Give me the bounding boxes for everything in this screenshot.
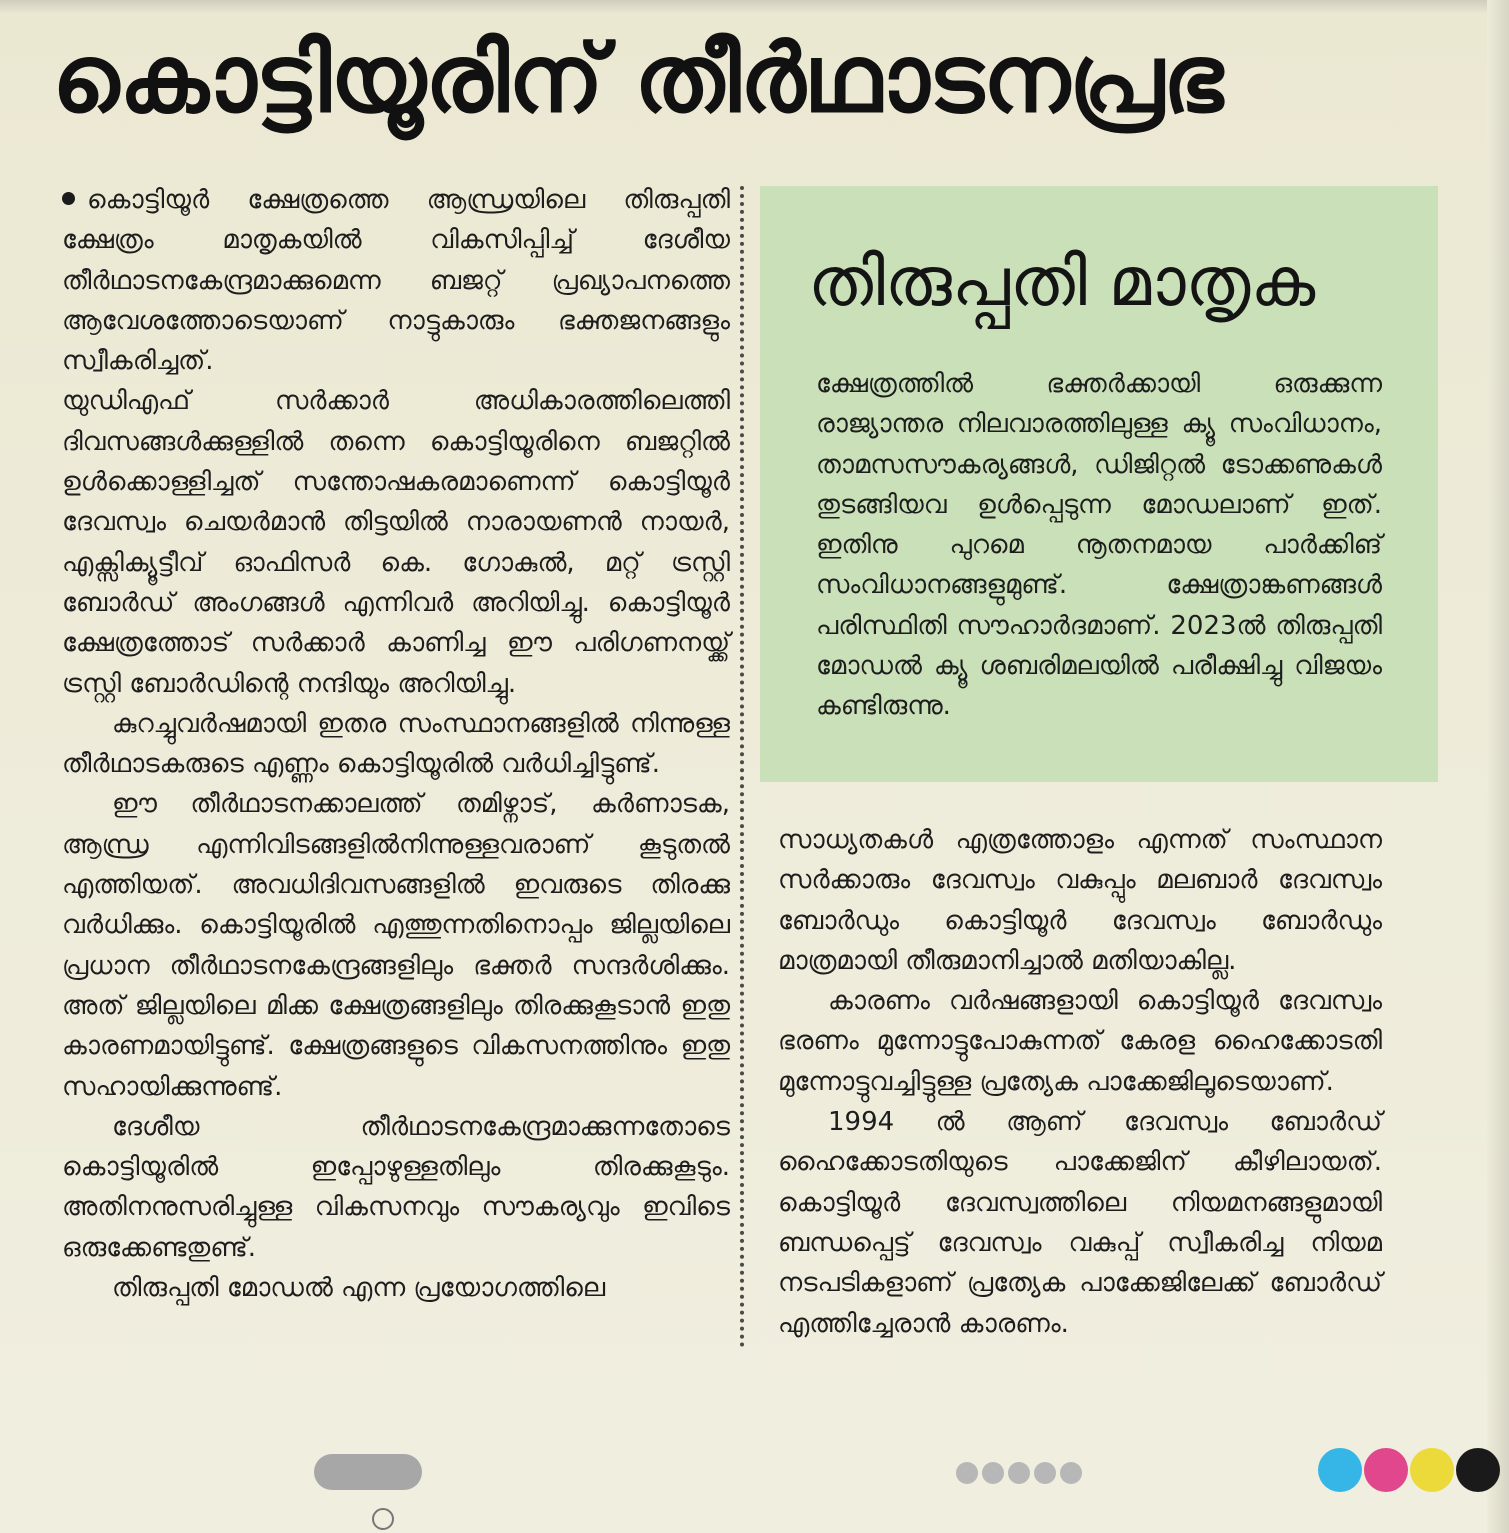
yellow-dot <box>1410 1448 1454 1492</box>
sidebar-box <box>760 186 1438 782</box>
top-page-bleed <box>0 0 1509 14</box>
cyan-dot <box>1318 1448 1362 1492</box>
column-divider <box>740 186 744 1348</box>
magenta-dot <box>1364 1448 1408 1492</box>
sidebar-body <box>816 364 1382 727</box>
paragraph-1 <box>62 180 730 381</box>
main-column <box>62 180 730 1308</box>
right-page-bleed <box>1487 0 1509 1533</box>
bullet-icon <box>62 192 75 205</box>
sidebar-title: തിരുപ്പതി മാതൃക <box>808 243 1316 322</box>
continued-paragraph-3: 1994 ൽ ആണ് ദേവസ്വം ബോർഡ് ഹൈക്കോടതിയുടെ പാക്കേജിന് കീഴിലായത്. കൊട്ടിയൂർ ദേവസ്വത്തിലെ നിയമനങ്ങളുമായി ബന്ധപ്പെട്ട് ദേവസ്വം വകുപ്പ് സ്വീകരിച്ച നിയമ നടപടികളാണ് പ്രത്യേക പാക്കേജിലേക്ക് ബോർഡ് എത്തിച്ചേരാൻ കാരണം. <box>778 1107 1382 1339</box>
grey-dot <box>1034 1462 1056 1484</box>
continued-column <box>778 820 1382 1344</box>
grey-dot <box>1008 1462 1030 1484</box>
continued-paragraph-1: സാധ്യതകൾ എത്രത്തോളം എന്നത് സംസ്ഥാന സർക്കാരും ദേവസ്വം വകുപ്പും മലബാർ ദേവസ്വം ബോർഡും കൊട്ടിയൂർ ദേവസ്വം ബോർഡും മാത്രമായി തീരുമാനിച്ചാൽ മതിയാകില്ല. <box>778 825 1382 976</box>
paragraph-3: കുറച്ചുവർഷമായി ഇതര സംസ്ഥാനങ്ങളിൽ നിന്നുള്ള തീർഥാടകരുടെ എണ്ണം കൊട്ടിയൂരിൽ വർധിച്ചിട്ടുണ്ട്. <box>62 708 730 780</box>
grey-dot <box>982 1462 1004 1484</box>
grey-dot-marks <box>956 1462 1086 1488</box>
grey-dot <box>956 1462 978 1484</box>
grey-dot <box>1060 1462 1082 1484</box>
cmyk-dots <box>1318 1448 1502 1496</box>
continued-paragraph-2: കാരണം വർഷങ്ങളായി കൊട്ടിയൂർ ദേവസ്വം ഭരണം മുന്നോട്ടുപോകുന്നത് കേരള ഹൈക്കോടതി മുന്നോട്ടുവച്ചിട്ടുള്ള പ്രത്യേക പാക്കേജിലൂടെയാണ്. <box>778 986 1382 1097</box>
paragraph-4: ഈ തീർഥാടനക്കാലത്ത് തമിഴ്നാട്, കർണാടക, ആന്ധ്ര എന്നിവിടങ്ങളിൽനിന്നുള്ളവരാണ് കൂടുതൽ എത്തിയത്. അവധിദിവസങ്ങളിൽ ഇവരുടെ തിരക്കു വർധിക്കും. കൊട്ടിയൂരിൽ എത്തുന്നതിനൊപ്പം ജില്ലയിലെ പ്രധാന തീർഥാടനകേന്ദ്രങ്ങളിലും ഭക്തർ സന്ദർശിക്കും. അത് ജില്ലയിലെ മിക്ക ക്ഷേത്രങ്ങളിലും തിരക്കുകൂടാൻ ഇതു കാരണമായിട്ടുണ്ട്. ക്ഷേത്രങ്ങളുടെ വികസനത്തിനും ഇതു സഹായിക്കുന്നുണ്ട്. <box>62 789 730 1102</box>
paragraph-1-text: കൊട്ടിയൂർ ക്ഷേത്രത്തെ ആന്ധ്രയിലെ തിരുപ്പതി ക്ഷേത്രം മാതൃകയിൽ വികസിപ്പിച്ച് ദേശീയ തീർഥാടനകേന്ദ്രമാക്കുമെന്ന ബജറ്റ് പ്രഖ്യാപനത്തെ ആവേശത്തോടെയാണ് നാട്ടുകാരും ഭക്തജനങ്ങളും സ്വീകരിച്ചത്. <box>62 185 730 377</box>
registration-crosshair-icon <box>372 1508 394 1530</box>
grey-pill-mark <box>314 1454 422 1490</box>
sidebar-paragraph: ക്ഷേത്രത്തിൽ ഭക്തർക്കായി ഒരുക്കുന്ന രാജ്യാന്തര നിലവാരത്തിലുള്ള ക്യൂ സംവിധാനം, താമസസൗകര്യങ്ങൾ, ഡിജിറ്റൽ ടോക്കണുകൾ തുടങ്ങിയവ ഉൾപ്പെടുന്ന മോഡലാണ് ഇത്. ഇതിനു പുറമെ നൂതനമായ പാർക്കിങ് സംവിധാനങ്ങളുമുണ്ട്. ക്ഷേത്രാങ്കണങ്ങൾ പരിസ്ഥിതി സൗഹാർദമാണ്. 2023ൽ തിരുപ്പതി മോഡൽ ക്യൂ ശബരിമലയിൽ പരീക്ഷിച്ചു വിജയം കണ്ടിരുന്നു. <box>816 369 1382 722</box>
black-dot <box>1456 1448 1500 1492</box>
headline: കൊട്ടിയൂരിന് തീർഥാടനപ്രഭ <box>52 25 1223 134</box>
paragraph-6: തിരുപ്പതി മോഡൽ എന്ന പ്രയോഗത്തിലെ <box>112 1273 606 1304</box>
paragraph-2: യുഡിഎഫ് സർക്കാർ അധികാരത്തിലെത്തി ദിവസങ്ങൾക്കുള്ളിൽ തന്നെ കൊട്ടിയൂരിനെ ബജറ്റിൽ ഉൾക്കൊള്ളിച്ചത് സന്തോഷകരമാണെന്ന് കൊട്ടിയൂർ ദേവസ്വം ചെയർമാൻ തിട്ടയിൽ നാരായണൻ നായർ, എക്സിക്യൂട്ടീവ് ഓഫിസർ കെ. ഗോകുൽ, മറ്റ് ട്രസ്റ്റി ബോർഡ് അംഗങ്ങൾ എന്നിവർ അറിയിച്ചു. കൊട്ടിയൂർ ക്ഷേത്രത്തോട് സർക്കാർ കാണിച്ച ഈ പരിഗണനയ്ക്ക് ട്രസ്റ്റി ബോർഡിന്റെ നന്ദിയും അറിയിച്ചു. <box>62 386 730 699</box>
paragraph-5: ദേശീയ തീർഥാടനകേന്ദ്രമാക്കുന്നതോടെ കൊട്ടിയൂരിൽ ഇപ്പോഴുള്ളതിലും തിരക്കുകൂടും. അതിനനുസരിച്ചുള്ള വികസനവും സൗകര്യവും ഇവിടെ ഒരുക്കേണ്ടതുണ്ട്. <box>62 1111 730 1263</box>
print-registration-marks <box>0 1440 1509 1500</box>
